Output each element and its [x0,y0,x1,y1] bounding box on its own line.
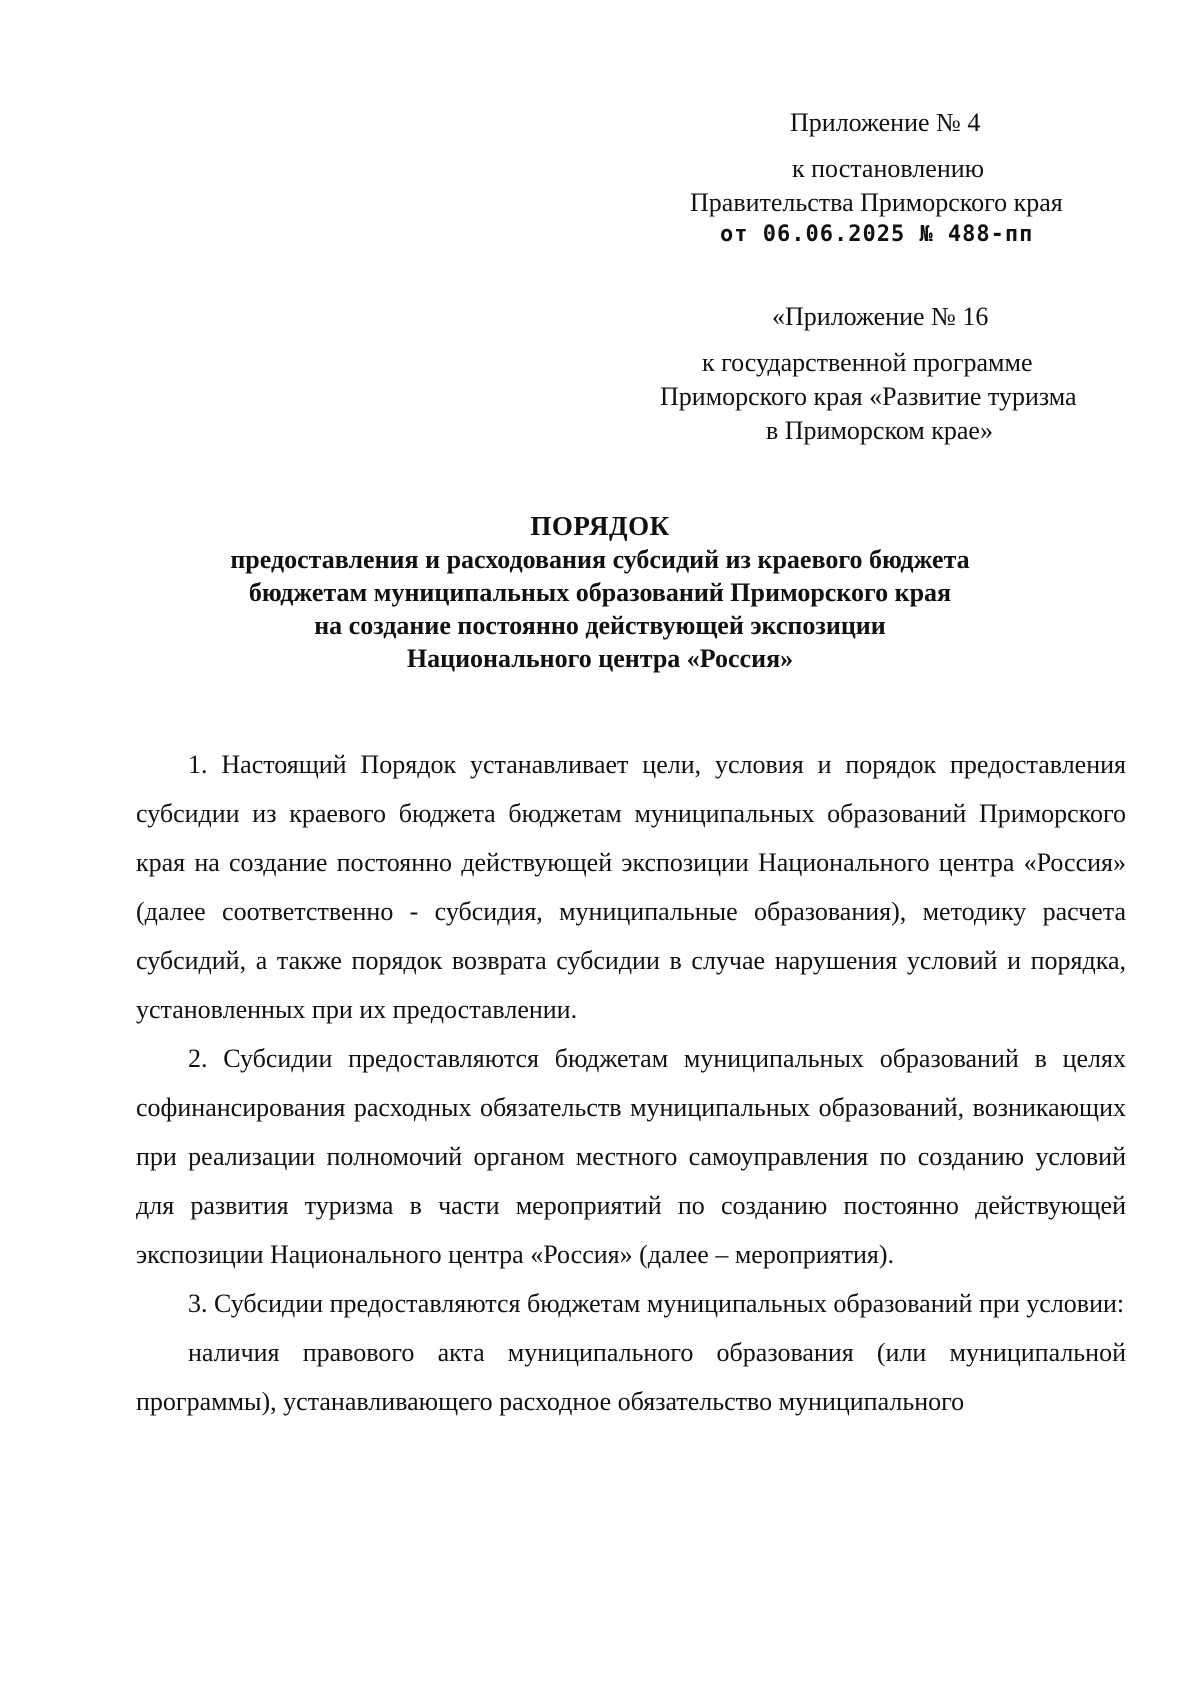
government-label: Правительства Приморского края [690,188,1063,217]
paragraph-4: наличия правового акта муниципального образования (или муниципальной программы), устанавливающего расходное обязательство муниципального [136,1338,1126,1416]
document-title-line: предоставления и расходования субсидий из краевого бюджета [230,545,970,574]
document-title-main: ПОРЯДОК [530,511,670,541]
appendix-number: Приложение № 4 [790,108,981,137]
program-appendix-line: к государственной программе [702,348,1033,377]
program-appendix-line: в Приморском крае» [766,416,993,445]
document-title [120,510,1080,675]
document-title-line: Национального центра «Россия» [406,644,794,673]
program-appendix-line: Приморского края «Развитие туризма [660,382,1077,411]
program-appendix-number: «Приложение № 16 [772,302,989,331]
document-title-line: бюджетам муниципальных образований Приморского края [248,578,952,607]
to-decree-label: к постановлению [792,154,985,183]
paragraph-1: 1. Настоящий Порядок устанавливает цели, условия и порядок предоставления субсидии из краевого бюджета бюджетам муниципальных образований Приморского края на создание постоянно действующей экспозиции Национального центра «Россия» (далее соответственно - субсидия, муниципальные образования), методику расчета субсидий, а также порядок возврата субсидии в случае нарушения условий и порядка, установленных при их предоставлении. [136,750,1126,1024]
paragraph-2: 2. Субсидии предоставляются бюджетам муниципальных образований в целях софинансирования расходных обязательств муниципальных образований, возникающих при реализации полномочий органом местного самоуправления по созданию условий для развития туризма в части мероприятий по созданию постоянно действующей экспозиции Национального центра «Россия» (далее – мероприятия). [136,1044,1126,1269]
paragraph-3: 3. Субсидии предоставляются бюджетам муниципальных образований при условии: [188,1289,1125,1318]
decree-date-number-stamp: от 06.06.2025 № 488-пп [720,222,1034,247]
document-body [136,740,1126,1426]
document-title-line: на создание постоянно действующей экспозиции [314,611,886,640]
